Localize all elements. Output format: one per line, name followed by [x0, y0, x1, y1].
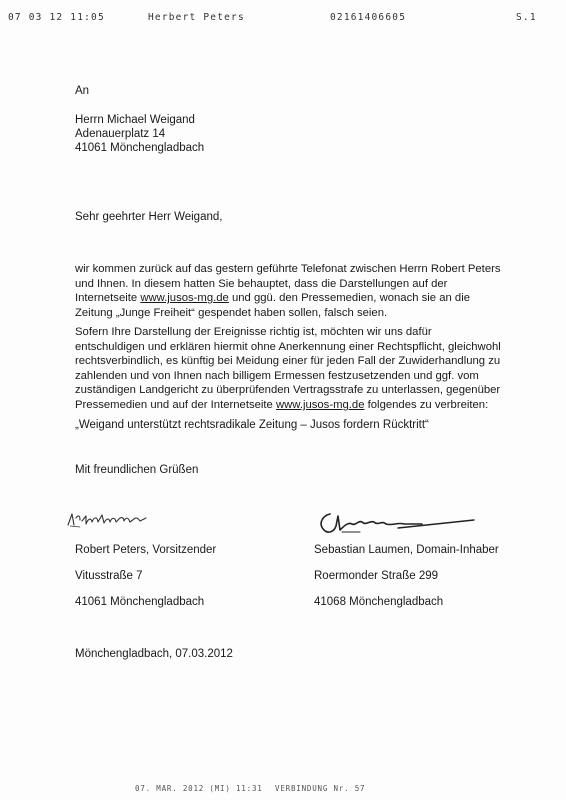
paragraph-1	[75, 262, 525, 320]
paragraph-2-text: folgendes zu verbreiten:	[364, 398, 489, 411]
fax-header	[8, 12, 558, 26]
paragraph-2-line: rechtsverbindlich, es künftig bei Meidung einer für jeden Fall der Zuwiderhandlung zu	[75, 355, 501, 368]
paragraph-2-line: zahlenden und von Ihnen nach billigem Ermessen festzusetzenden und ggf. vom	[75, 369, 479, 382]
fax-footer-timestamp: 07. MAR. 2012 (MI) 11:31	[135, 784, 263, 793]
fax-header-number: 02161406605	[330, 12, 407, 23]
paragraph-2-line: zuständigen Landgericht zu überprüfenden Vertragsstrafe zu unterlassen, gegenüber	[75, 384, 501, 397]
paragraph-1-line: Zeitung „Junge Freiheit“ gespendet haben sollen, falsch seien.	[75, 306, 388, 319]
greeting: Sehr geehrter Herr Weigand,	[75, 211, 223, 223]
recipient-city: 41061 Mönchengladbach	[75, 142, 205, 154]
signer-left-street: Vitusstraße 7	[75, 570, 143, 582]
recipient-name: Herrn Michael Weigand	[75, 114, 195, 126]
paragraph-2-line: Sofern Ihre Darstellung der Ereignisse richtig ist, möchten wir uns dafür	[75, 326, 432, 338]
signer-right-name: Sebastian Laumen, Domain-Inhaber	[314, 544, 499, 556]
paragraph-1-line: wir kommen zurück auf das gestern geführte Telefonat zwischen Herrn Robert Peters	[75, 263, 501, 275]
paragraph-2-line: entschuldigen und erklären hiermit ohne Anerkennung einer Rechtspflicht, gleichwohl	[75, 340, 501, 353]
place-date: Mönchengladbach, 07.03.2012	[75, 648, 233, 660]
website-link[interactable]: www.jusos-mg.de	[140, 292, 229, 305]
fax-header-datetime: 07 03 12 11:05	[8, 12, 105, 23]
signature-right	[312, 502, 484, 542]
signature-left	[62, 505, 162, 533]
signer-left-city: 41061 Mönchengladbach	[75, 596, 205, 608]
closing: Mit freundlichen Grüßen	[75, 464, 199, 476]
fax-footer-connection: VERBINDUNG Nr. 57	[275, 784, 366, 793]
fax-footer	[135, 784, 435, 796]
paragraph-1-text: und ggü. den Pressemedien, wonach sie an die	[228, 292, 471, 305]
website-link[interactable]: www.jusos-mg.de	[275, 398, 365, 411]
paragraph-2-text: Pressemedien und auf der Internetseite	[75, 398, 276, 411]
signer-left-name: Robert Peters, Vorsitzender	[75, 544, 217, 556]
paragraph-1-text: Internetseite	[75, 292, 141, 305]
paragraph-1-line	[75, 291, 525, 306]
fax-header-page: S.1	[516, 12, 537, 23]
paragraph-2	[75, 325, 525, 413]
recipient-street: Adenauerplatz 14	[75, 128, 166, 140]
quote: „Weigand unterstützt rechtsradikale Zeitung – Jusos fordern Rücktritt“	[75, 419, 429, 431]
recipient-prefix: An	[75, 85, 90, 97]
signer-right-city: 41068 Mönchengladbach	[314, 596, 444, 608]
fax-header-sender: Herbert Peters	[148, 12, 245, 23]
paragraph-2-line	[75, 398, 525, 413]
signer-right-street: Roermonder Straße 299	[314, 570, 439, 582]
paragraph-1-line: und Ihnen. In diesem hatten Sie behauptet, dass die Darstellungen auf der	[75, 277, 448, 290]
